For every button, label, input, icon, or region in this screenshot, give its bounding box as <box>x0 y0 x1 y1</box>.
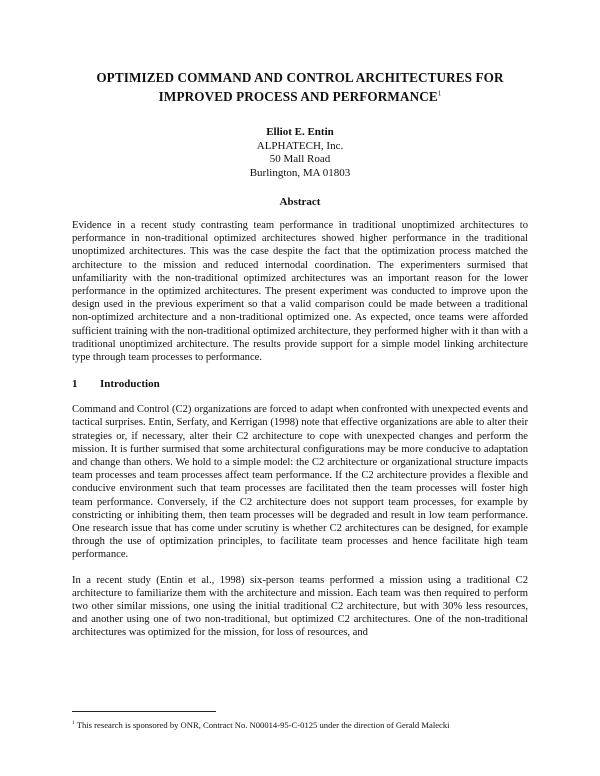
section-title: Introduction <box>100 378 160 391</box>
intro-paragraph-1: Command and Control (C2) organizations are forced to adapt when confronted with unexpected events and tactical surprises. Entin, Serfaty, and Kerrigan (1998) note that effective organizations are able to alter their strategies or, if necessary, alter their C2 architecture to cope with unexpected changes and perform the mission. It is further surmised that some architectural configurations may be more conducive to adaptation and change than others. We hold to a simple model: the C2 architecture or organizational structure impacts team processes and team processes affect team performance. If the C2 architecture provides a flexible and conducive environment such that team processes are facilitated then the team processes will foster high team performance. Conversely, if the C2 architecture does not support team processes, for example by constricting or inhibiting them, then team processes will be degraded and result in low team performance. One research issue that has come under scrutiny is whether C2 architectures can be designed, for example through the use of optimization principles, to facilitate team processes and hence facilitate high team performance. <box>72 404 528 561</box>
author-organization: ALPHATECH, Inc. <box>256 139 344 152</box>
section-heading <box>72 378 528 390</box>
footnote-mark: 1 <box>72 720 75 726</box>
abstract-heading: Abstract <box>279 196 321 208</box>
author-block <box>72 126 528 180</box>
section-number: 1 <box>72 378 78 391</box>
intro-paragraph-2: In a recent study (Entin et al., 1998) six-person teams performed a mission using a traditional C2 architecture to familiarize them with the architecture and mission. Each team was then required to perform two other similar missions, one using the initial traditional C2 architecture, but with 30% less resources, and another using one of two non-traditional, but optimized C2 architectures. One of the non-traditional architectures was optimized for the mission, for loss of resources, and <box>72 574 528 639</box>
title-line-1: OPTIMIZED COMMAND AND CONTROL ARCHITECTURES FOR <box>96 70 504 85</box>
footnote-divider <box>72 711 216 712</box>
author-city: Burlington, MA 01803 <box>249 166 351 179</box>
title-footnote-mark: 1 <box>437 89 442 98</box>
paper-title <box>72 68 528 106</box>
abstract-text: Evidence in a recent study contrasting team performance in traditional unoptimized architectures to performance in non-traditional optimized architectures showed higher performance in the traditional unoptimized architectures. This was the case despite the fact that the optimization process matched the architecture to the mission and reduced internodal coordination. The experimenters surmised that unfamiliarity with the non-traditional optimized architectures was an important reason for the lower performance in the optimized architectures. The present experiment was conducted to improve upon the design used in the previous experiment so that a valid comparison could be made between a traditional non-optimized architecture and a non-traditional optimized one. As expected, once teams were afforded sufficient training with the non-traditional optimized architecture, they performed higher with it than with a traditional unoptimized architecture. The results provide support for a simple model linking architecture type through team processes to performance. <box>72 220 528 364</box>
author-name: Elliot E. Entin <box>266 126 334 138</box>
title-line-2: IMPROVED PROCESS AND PERFORMANCE <box>158 89 438 104</box>
author-street: 50 Mall Road <box>269 153 331 165</box>
footnote-text: This research is sponsored by ONR, Contract No. N00014-95-C-0125 under the direction of Gerald Malecki <box>74 719 450 730</box>
footnote <box>72 718 532 731</box>
